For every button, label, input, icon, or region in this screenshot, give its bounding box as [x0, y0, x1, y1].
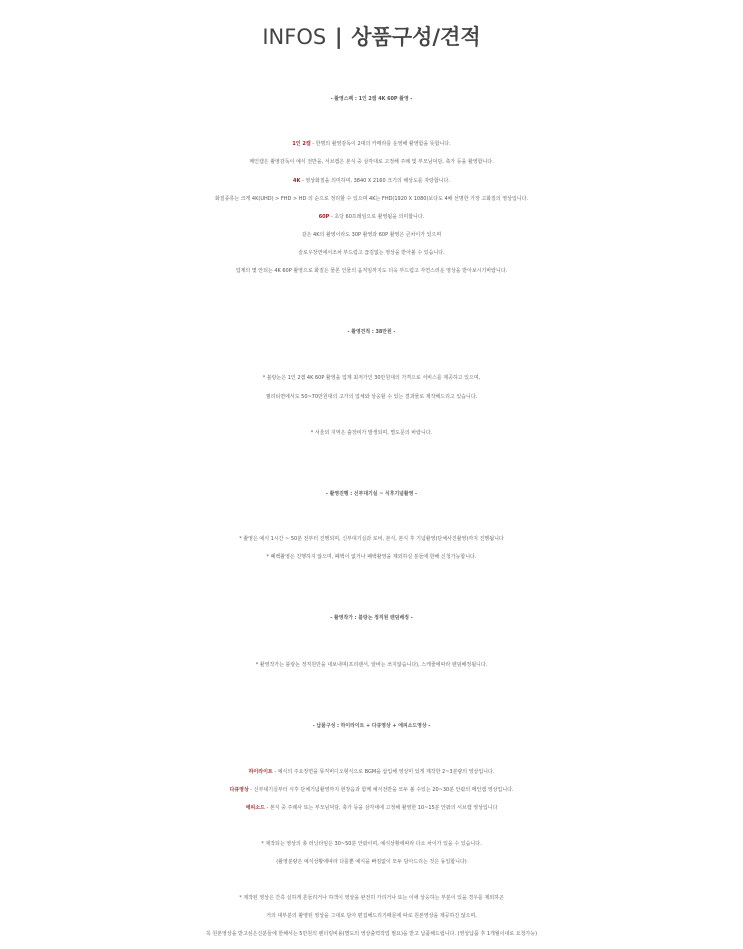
delivery-highlight-2: 다큐영상: [229, 787, 249, 793]
spec-highlight-5: 60P: [318, 214, 330, 220]
section-heading-progress: - 촬영진행 : 신부대기실 ~ 식후기념촬영 -: [325, 491, 418, 497]
progress-line-2: * 폐백촬영은 진행하지 않으며, 폐백이 없거나 폐백촬영을 제외하실 분들에 한해 신청가능합니다.: [266, 554, 477, 560]
spec-text-5: - 초당 60프레임으로 촬영됨을 의미합니다.: [329, 214, 425, 220]
spec-line-3: [0, 175, 743, 187]
spec-highlight-3: 4K: [293, 178, 301, 184]
delivery-highlight-1: 하이라이트: [248, 769, 273, 775]
page-title-separator: |: [334, 25, 343, 49]
progress-line-1: * 촬영은 예식 1시간 ~ 50분 전부터 진행되며, 신부대기실과 로비, 본식, 본식 후 기념촬영(단체사진촬영)까지 진행됩니다: [239, 536, 504, 542]
page-title-korean: 상품구성/견적: [351, 25, 481, 49]
spec-text-3: - 영상화질을 의미하며, 3840 X 2160 크기의 해상도를 자랑합니다.: [300, 178, 450, 184]
page-title: [0, 22, 743, 52]
page-title-english: INFOS: [262, 25, 327, 49]
delivery-line-7: 거의 대부분의 촬영된 영상을 그대로 담아 편집해드리기때문에 따로 원본영상을 제공하진 않으며,: [266, 913, 477, 919]
author-line-1: * 촬영작가는 블랑논 정직원만을 내보내며(프리랜서, 알바는 쓰지않습니다), 스케줄에따라 랜덤배정됩니다.: [255, 662, 488, 668]
spec-text-1: - 한명의 촬영감독이 2대의 카메라를 운영해 촬영함을 뜻합니다.: [310, 141, 451, 147]
spec-line-7: 슬로우장면에서조차 부드럽고 끊김없는 영상을 받아볼 수 있습니다.: [298, 250, 445, 256]
spec-line-2: 메인캠은 촬영감독이 예식 전반을, 서브캠은 본식 중 삼각대로 고정해 주례 및 부모님덕담, 축가 등을 촬영합니다.: [249, 159, 494, 165]
estimate-line-1: * 블랑논은 1인 2캠 4K 60P 촬영을 업계 최저가인 30만원대의 가격으로 서비스를 제공하고 있으며,: [262, 375, 481, 381]
delivery-text-3: - 본식 중 주례사 또는 부모님덕담, 축가 등을 삼각대에 고정해 촬영한 10~15분 안팎의 서브캠 영상입니다: [264, 805, 498, 811]
section-heading-delivery: - 납품구성 : 하이라이트 + 다큐영상 + 에피소드영상 -: [312, 723, 431, 729]
delivery-line-6: * 제작된 영상은 간혹 실하게 흔들리거나 하객이 영상을 완전히 가리거나 또는 이에 상응하는 부분이 있을 경우를 제외하곤: [239, 895, 504, 901]
delivery-highlight-3: 에피소드: [245, 805, 265, 811]
delivery-line-4: * 제작되는 영상의 총 러닝타임은 30~50분 안팎이며, 예식상황에따라 다소 차이가 있을 수 있습니다.: [261, 841, 482, 847]
delivery-line-3: [0, 802, 743, 814]
spec-line-8: 업계의 몇 안되는 4K 60P 촬영으로 화질은 물론 인물의 움직임까지도 더욱 부드럽고 자연스러운 영상을 받아보시기바랍니다.: [235, 268, 508, 274]
estimate-line-3: * 서울외 지역은 출장비가 발생되며, 별도문의 바랍니다.: [310, 430, 433, 436]
delivery-text-1: - 예식의 주요장면을 뮤직비디오형식으로 BGM을 삽입해 영상미 있게 제작한 2~3분량의 영상입니다.: [272, 769, 495, 775]
spec-line-1: [0, 138, 743, 150]
section-heading-author: - 촬영작가 : 블랑논 정직원 랜덤배정 -: [330, 615, 413, 621]
section-heading-estimate: - 촬영견적 : 38만원 -: [347, 329, 396, 335]
delivery-text-2: - 신부대기실부터 식후 단체기념촬영까지 현장음과 함께 예식전반을 모두 볼 수있는 20~30분 안팎의 메인캠 영상입니다.: [248, 787, 514, 793]
delivery-line-1: [0, 766, 743, 778]
delivery-line-5: (촬영분량은 예식상황에따라 다를뿐 예식을 빠짐없이 모두 담아드리는 것은 동일합니다): [276, 859, 467, 865]
spec-line-6: 같은 4K의 촬영이라도 30P 촬영과 60P 촬영은 큰차이가 있으며: [301, 232, 442, 238]
spec-line-4: 화질종류는 크게 4K(UHD) > FHD > HD 의 순으로 정리할 수 있으며 4K는 FHD(1920 X 1080)보다도 4배 선명한 가장 고화질의 영상입니다.: [214, 196, 529, 202]
spec-line-5: [0, 211, 743, 223]
delivery-line-2: [0, 784, 743, 796]
delivery-line-8: 꼭 원본영상을 받고싶은신분들에 한해서는 5만원의 렌더링비용(별도의 영상출력작업 필요)을 받고 납품해드립니다. (영상납품 후 1개월이내로 요청가능): [205, 931, 538, 937]
section-heading-spec: - 촬영스펙 : 1인 2캠 4K 60P 촬영 -: [330, 96, 413, 102]
spec-highlight-1: 1인 2캠: [292, 141, 311, 147]
estimate-line-2: 퀄리티면에서도 50~70만원대의 고가의 업체와 상응할 수 있는 결과물로 제작해드리고 있습니다.: [265, 394, 478, 400]
